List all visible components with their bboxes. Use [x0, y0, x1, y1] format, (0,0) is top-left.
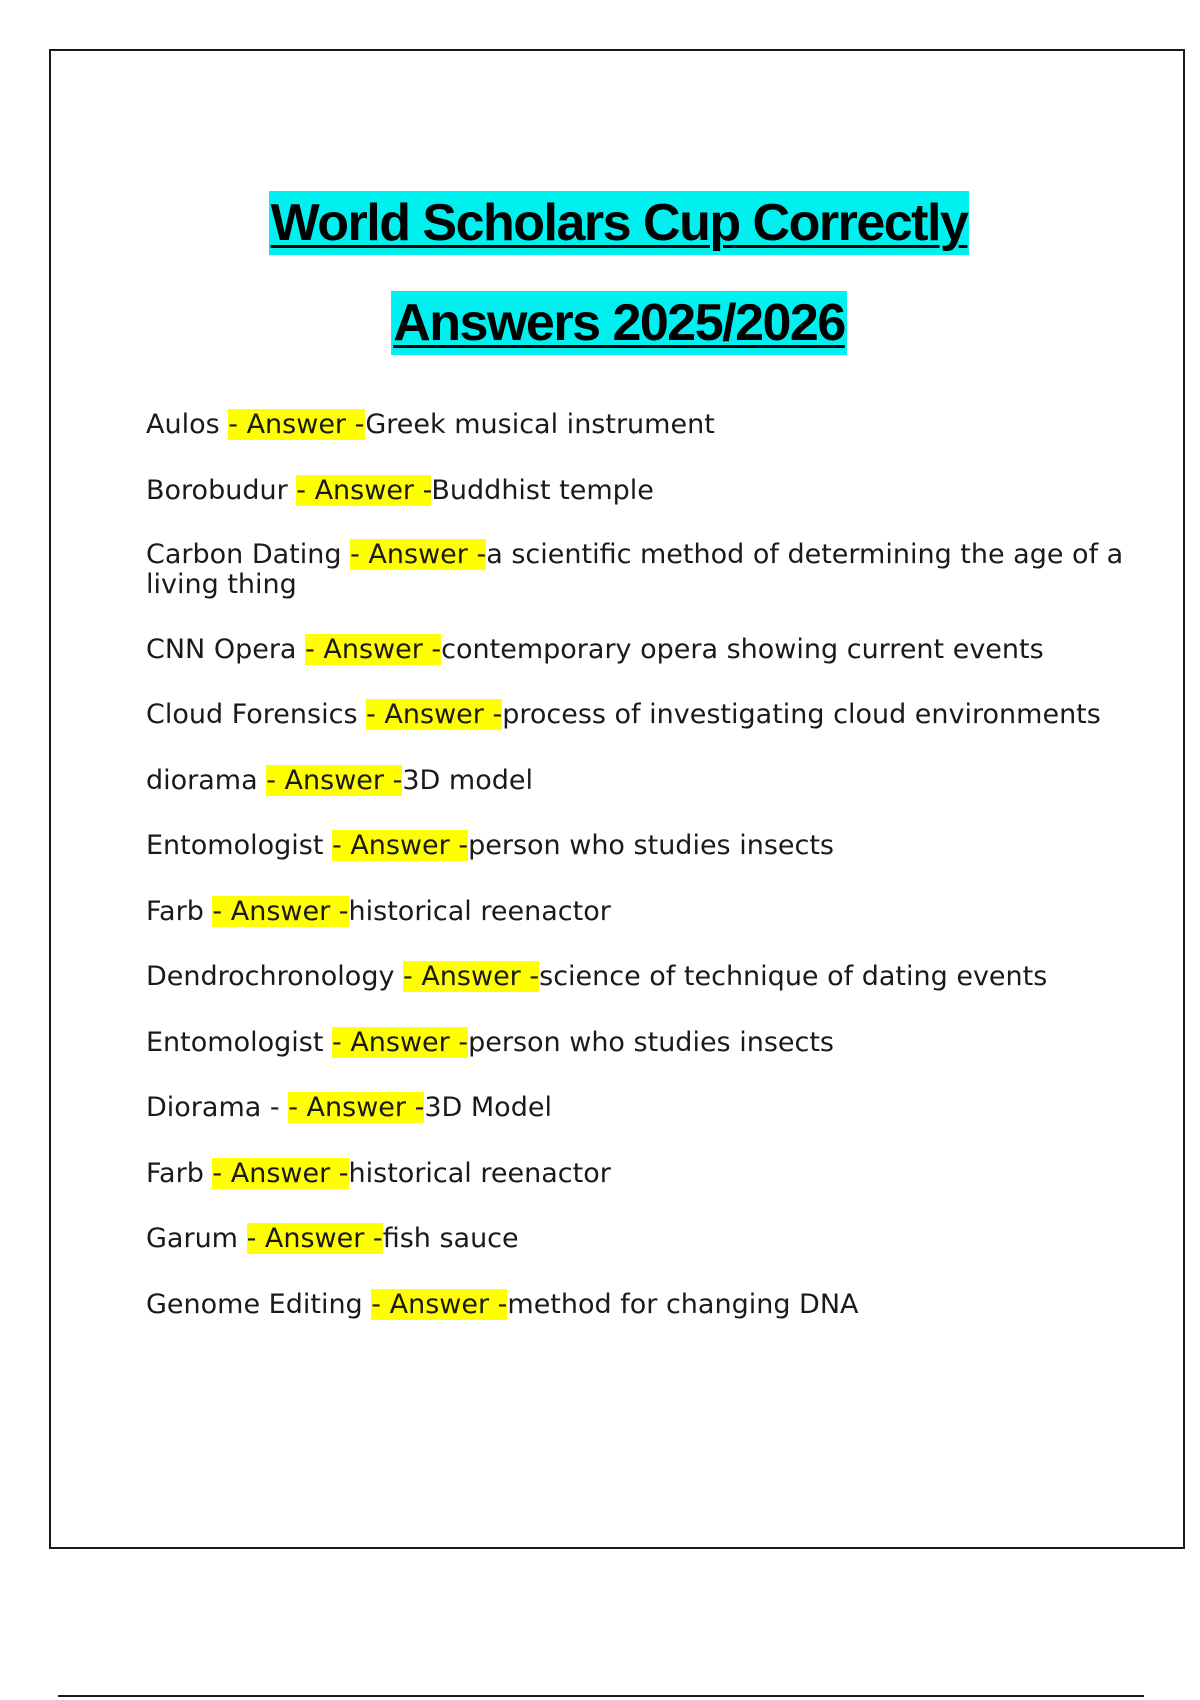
entry-term: Aulos — [146, 409, 229, 440]
qa-entry — [146, 1223, 1136, 1255]
answer-marker: - Answer - — [403, 961, 540, 992]
answer-marker: - Answer - — [305, 633, 442, 665]
qa-entry — [146, 1289, 1136, 1321]
entry-definition: method for changing DNA — [507, 1288, 859, 1320]
qa-list — [146, 409, 1136, 1354]
entry-definition: historical reenactor — [348, 895, 611, 927]
entry-term: Garum — [146, 1223, 247, 1254]
answer-marker: - Answer - — [246, 1223, 383, 1254]
answer-marker: - Answer - — [212, 1157, 349, 1189]
entry-definition: Buddhist temple — [431, 474, 654, 506]
qa-entry — [146, 634, 1136, 666]
answer-marker: - Answer - — [332, 1026, 469, 1058]
entry-definition: science of technique of dating events — [539, 961, 1048, 992]
entry-term: Genome Editing — [146, 1288, 372, 1320]
entry-definition: person who studies insects — [468, 830, 834, 861]
page-divider — [58, 1695, 1144, 1697]
entry-term: Farb — [146, 895, 213, 927]
answer-marker: - Answer - — [350, 539, 487, 570]
entry-term: CNN Opera — [146, 633, 306, 665]
entry-definition: 3D Model — [424, 1092, 552, 1123]
answer-marker: - Answer - — [266, 764, 403, 796]
answer-marker: - Answer - — [228, 409, 366, 440]
qa-entry — [146, 1092, 1136, 1124]
qa-entry — [146, 830, 1136, 862]
entry-term: Farb — [146, 1157, 213, 1189]
qa-entry — [146, 1027, 1136, 1059]
entry-term: Borobudur — [146, 474, 297, 506]
answer-marker: - Answer - — [366, 699, 503, 730]
qa-entry — [146, 1158, 1136, 1190]
qa-entry — [146, 699, 1136, 731]
entry-definition: historical reenactor — [348, 1157, 611, 1189]
qa-entry — [146, 765, 1136, 797]
entry-term: Diorama - — [146, 1092, 289, 1123]
entry-definition: fish sauce — [382, 1223, 519, 1254]
answer-marker: - Answer - — [332, 830, 469, 861]
entry-term: Dendrochronology — [146, 961, 404, 992]
qa-entry — [146, 409, 1136, 441]
answer-marker: - Answer - — [212, 895, 349, 927]
entry-term: Carbon Dating — [146, 539, 351, 570]
entry-term: Entomologist — [146, 830, 332, 861]
qa-entry — [146, 540, 1136, 600]
entry-definition: contemporary opera showing current events — [441, 633, 1044, 665]
entry-definition: process of investigating cloud environments — [502, 699, 1101, 730]
document-title — [51, 191, 1187, 355]
entry-term: Cloud Forensics — [146, 699, 367, 730]
entry-definition: a scientific method of determining the age of a living thing — [146, 539, 1124, 600]
answer-marker: - Answer - — [296, 474, 432, 506]
answer-marker: - Answer - — [371, 1288, 508, 1320]
entry-term: Entomologist — [146, 1026, 332, 1058]
title-line-1: World Scholars Cup Correctly — [269, 191, 970, 255]
entry-definition: Greek musical instrument — [365, 409, 715, 440]
qa-entry — [146, 896, 1136, 928]
entry-definition: 3D model — [402, 764, 533, 796]
entry-term: diorama — [146, 764, 267, 796]
entry-definition: person who studies insects — [468, 1026, 834, 1058]
title-line-2: Answers 2025/2026 — [391, 291, 847, 355]
document-page — [49, 49, 1185, 1549]
answer-marker: - Answer - — [288, 1092, 425, 1123]
qa-entry — [146, 961, 1136, 993]
qa-entry — [146, 475, 1136, 507]
